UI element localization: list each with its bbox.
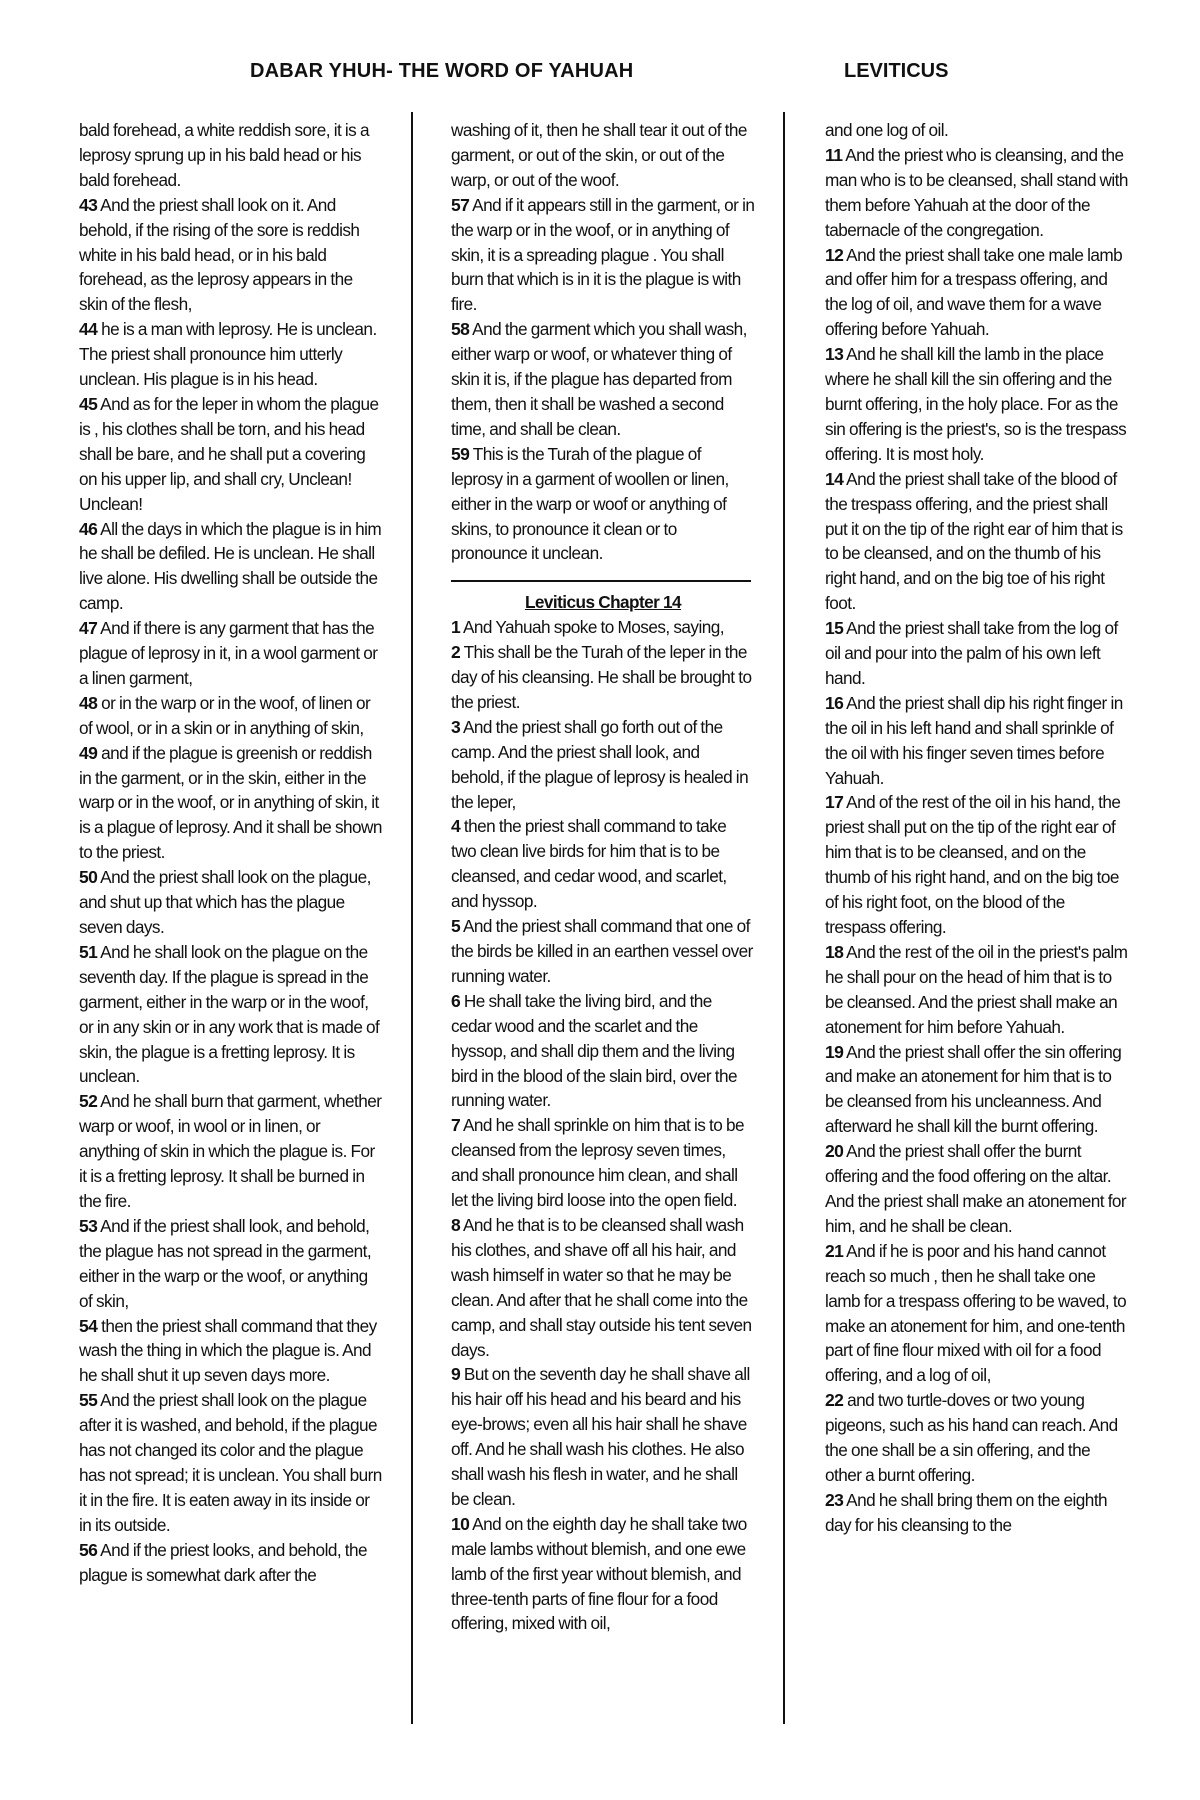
verse <box>79 517 383 617</box>
verse-text: washing of it, then he shall tear it out of the garment, or out of the skin, or out of the warp, or out of the woof. <box>451 120 747 190</box>
verse-text: And if the priest shall look, and behold, the plague has not spread in the garment, either in the warp or the woof, or anything of skin, <box>79 1215 372 1311</box>
verse <box>451 989 755 1114</box>
verse <box>451 118 755 193</box>
column-divider <box>783 112 785 1724</box>
verse <box>825 940 1129 1040</box>
verse-text: And he shall bring them on the eighth day for his cleansing to the <box>825 1489 1108 1535</box>
verse-text: And the priest shall command that one of the birds be killed in an earthen vessel over running water. <box>451 916 753 986</box>
verse-list <box>825 118 1129 1538</box>
verse-number: 56 <box>79 1539 98 1560</box>
verse <box>451 615 755 640</box>
verse <box>79 1089 383 1214</box>
verse-text: then the priest shall command to take two clean live birds for him that is to be cleansed, and cedar wood, and scarlet, and hyssop. <box>451 816 727 912</box>
verse <box>79 865 383 940</box>
verse-number: 17 <box>825 792 844 813</box>
verse-text: he is a man with leprosy. He is unclean. The priest shall pronounce him utterly unclean. His plague is in his head. <box>79 319 377 390</box>
verse-number: 45 <box>79 393 98 414</box>
verse-text: And he shall sprinkle on him that is to be cleansed from the leprosy seven times, and shall pronounce him clean, and shall let the living bird loose into the open field. <box>451 1115 744 1211</box>
verse-number: 44 <box>79 319 98 340</box>
verse-number: 15 <box>825 618 844 639</box>
verse <box>825 342 1129 467</box>
verse-number: 22 <box>825 1390 844 1411</box>
verse-text: And if he is poor and his hand cannot reach so much , then he shall take one lamb for a trespass offering to be waved, to make an atonement for him, and one-tenth part of fine flour mixed with oil for a food offering, and a log of oil, <box>825 1240 1127 1386</box>
verse-text: And the priest who is cleansing, and the man who is to be cleansed, shall stand with them before Yahuah at the door of the tabernacle of the congregation. <box>825 144 1128 240</box>
verse <box>825 243 1129 343</box>
verse-number: 1 <box>451 617 461 638</box>
verse <box>825 691 1129 791</box>
verse-number: 53 <box>79 1215 98 1236</box>
verse <box>79 741 383 866</box>
verse-text: And Yahuah spoke to Moses, saying, <box>462 617 724 638</box>
verse-text: And the priest shall go forth out of the camp. And the priest shall look, and behold, if the plague of leprosy is healed in the leper, <box>451 716 749 812</box>
verse <box>79 1214 383 1314</box>
verse-text: And the rest of the oil in the priest's palm he shall pour on the head of him that is to be cleansed. And the priest shall make an atonement for him before Yahuah. <box>825 941 1128 1037</box>
verse-text: and if the plague is greenish or reddish in the garment, or in the skin, either in the warp or in the woof, or in anything of skin, it is a plague of leprosy. And it shall be shown to the priest. <box>79 742 382 863</box>
page-title: DABAR YHUH- THE WORD OF YAHUAH <box>250 60 634 82</box>
verse-text: All the days in which the plague is in him he shall be defiled. He is unclean. He shall live alone. His dwelling shall be outside the camp. <box>79 518 382 614</box>
verse-text: And the priest shall take of the blood of the trespass offering, and the priest shall put it on the tip of the right ear of him that is to be cleansed, and on the thumb of his right hand, and on the big toe of his right foot. <box>825 468 1123 614</box>
verse <box>451 814 755 914</box>
verse-number: 5 <box>451 916 461 937</box>
verse <box>79 940 383 1089</box>
verse-text: And if the priest looks, and behold, the plague is somewhat dark after the <box>79 1539 368 1585</box>
verse-number: 16 <box>825 692 844 713</box>
verse-text: then the priest shall command that they wash the thing in which the plague is. And he shall shut it up seven days more. <box>79 1315 377 1386</box>
verse <box>451 640 755 715</box>
verse <box>451 1213 755 1362</box>
verse <box>79 1388 383 1537</box>
verse-text: This is the Turah of the plague of leprosy in a garment of woollen or linen, either in the warp or woof or anything of skins, to pronounce it clean or to pronounce it unclean. <box>451 443 729 564</box>
verse <box>451 1113 755 1213</box>
verse-text: This shall be the Turah of the leper in the day of his cleansing. He shall be brought to the priest. <box>451 642 752 712</box>
verse-number: 11 <box>825 144 843 165</box>
verse <box>451 193 755 318</box>
verse-number: 50 <box>79 867 98 888</box>
verse-list <box>79 118 383 1587</box>
verse-number: 52 <box>79 1091 98 1112</box>
verse-text: And the priest shall look on the plague, and shut up that which has the plague seven days. <box>79 867 371 937</box>
verse-number: 14 <box>825 468 844 489</box>
verse-number: 51 <box>79 941 98 962</box>
verse-number: 10 <box>451 1513 470 1534</box>
verse-text: And if there is any garment that has the plague of leprosy in it, in a wool garment or a linen garment, <box>79 618 378 688</box>
verse <box>79 1314 383 1389</box>
verse-text: And the priest shall look on the plague after it is washed, and behold, if the plague has not changed its color and the plague has not spread; it is unclean. You shall burn it in the fire. It is eaten away in its inside or in its outside. <box>79 1390 382 1535</box>
column-divider <box>411 112 413 1724</box>
verse <box>79 118 383 193</box>
verse-number: 48 <box>79 692 98 713</box>
verse-text: And he shall burn that garment, whether warp or woof, in wool or in linen, or anything of skin in which the plague is. For it is a fretting leprosy. It shall be burned in the fire. <box>79 1091 382 1211</box>
verse-number: 54 <box>79 1315 98 1336</box>
verse-list <box>451 118 755 566</box>
verse <box>79 616 383 691</box>
verse-number: 9 <box>451 1364 461 1385</box>
verse-number: 46 <box>79 518 98 539</box>
verse <box>825 118 1129 143</box>
verse <box>451 715 755 815</box>
verse <box>451 1512 755 1637</box>
verse-number: 58 <box>451 319 470 340</box>
verse <box>79 317 383 392</box>
verse-number: 18 <box>825 941 844 962</box>
verse <box>825 1388 1129 1488</box>
verse-text: And as for the leper in whom the plague is , his clothes shall be torn, and his head shall be bare, and he shall put a covering on his upper lip, and shall cry, Unclean! Unclean! <box>79 393 379 514</box>
text-column-3 <box>825 118 1129 1538</box>
verse-number: 20 <box>825 1141 844 1162</box>
verse <box>451 442 755 567</box>
verse-number: 19 <box>825 1041 844 1062</box>
verse-number: 12 <box>825 244 844 265</box>
verse-number: 49 <box>79 742 98 763</box>
verse-number: 4 <box>451 816 461 837</box>
verse <box>79 392 383 517</box>
verse <box>451 914 755 989</box>
verse <box>825 467 1129 616</box>
chapter-heading: Leviticus Chapter 14 <box>524 592 682 613</box>
verse-text: But on the seventh day he shall shave all his hair off his head and his beard and his eye-brows; even all his hair shall he shave off. And he shall wash his clothes. He also shall wash his flesh in water, and he shall be clean. <box>451 1364 750 1509</box>
verse-text: And the priest shall take one male lamb and offer him for a trespass offering, and the log of oil, and wave them for a wave offering before Yahuah. <box>825 244 1123 340</box>
verse <box>825 1139 1129 1239</box>
book-name: LEVITICUS <box>844 60 949 82</box>
verse-number: 47 <box>79 618 98 639</box>
verse <box>825 143 1129 243</box>
verse-number: 3 <box>451 716 461 737</box>
verse-number: 55 <box>79 1390 98 1411</box>
verse-text: And the priest shall offer the sin offering and make an atonement for him that is to be cleansed from his uncleanness. And afterward he shall kill the burnt offering. <box>825 1041 1122 1137</box>
verse-text: And on the eighth day he shall take two male lambs without blemish, and one ewe lamb of the first year without blemish, and three-tenth parts of fine flour for a food offering, mixed with oil, <box>451 1513 747 1634</box>
verse <box>825 616 1129 691</box>
verse-number: 21 <box>825 1240 844 1261</box>
verse <box>825 1239 1129 1388</box>
text-column-1 <box>79 118 383 1587</box>
verse-text: And he that is to be cleansed shall wash his clothes, and shave off all his hair, and wash himself in water so that he may be clean. And after that he shall come into the camp, and shall stay outside his tent seven days. <box>451 1214 752 1360</box>
verse-text: And the priest shall look on it. And behold, if the rising of the sore is reddish white in his bald head, or in his bald forehead, as the leprosy appears in the skin of the flesh, <box>79 194 360 315</box>
verse-text: bald forehead, a white reddish sore, it is a leprosy sprung up in his bald head or his bald forehead. <box>79 120 369 190</box>
verse-text: He shall take the living bird, and the cedar wood and the scarlet and the hyssop, and shall dip them and the living bird in the blood of the slain bird, over the running water. <box>451 990 738 1111</box>
verse-text: or in the warp or in the woof, of linen or of wool, or in a skin or in anything of skin, <box>79 692 371 738</box>
verse-text: And if it appears still in the garment, or in the warp or in the woof, or in anything of skin, it is a spreading plague . You shall burn that which is in it is the plague is with fire. <box>451 194 755 315</box>
verse-number: 2 <box>451 642 461 663</box>
verse-number: 59 <box>451 443 470 464</box>
verse-number: 13 <box>825 344 844 365</box>
verse-text: And he shall look on the plague on the seventh day. If the plague is spread in the garment, either in the warp or in the woof, or in any skin or in any work that is made of skin, the plague is a fretting leprosy. It is unclean. <box>79 941 380 1087</box>
verse-list <box>451 615 755 1636</box>
verse <box>451 1362 755 1511</box>
verse <box>79 193 383 318</box>
verse-text: And of the rest of the oil in his hand, the priest shall put on the tip of the right ear of him that is to be cleansed, and on the thumb of his right hand, and on the big toe of his right foot, on the blood of the trespass offering. <box>825 792 1121 937</box>
verse <box>79 1538 383 1588</box>
verse-text: And the priest shall take from the log of oil and pour into the palm of his own left hand. <box>825 618 1118 688</box>
verse-number: 7 <box>451 1115 461 1136</box>
verse <box>79 691 383 741</box>
verse-text: and one log of oil. <box>825 120 949 140</box>
verse-text: And the priest shall dip his right finger in the oil in his left hand and shall sprinkle of the oil with his finger seven times before Yahuah. <box>825 692 1123 788</box>
verse-number: 8 <box>451 1214 461 1235</box>
verse-number: 43 <box>79 194 98 215</box>
chapter-divider <box>451 580 751 582</box>
verse-text: And the garment which you shall wash, either warp or woof, or whatever thing of skin it is, if the plague has departed from them, then it shall be washed a second time, and shall be clean. <box>451 319 747 439</box>
verse <box>825 1040 1129 1140</box>
verse-text: And the priest shall offer the burnt offering and the food offering on the altar. And the priest shall make an atonement for him, and he shall be clean. <box>825 1141 1127 1236</box>
verse <box>451 317 755 442</box>
verse <box>825 1488 1129 1538</box>
verse <box>825 790 1129 939</box>
verse-number: 23 <box>825 1489 844 1510</box>
page-header <box>0 60 1200 90</box>
verse-text: And he shall kill the lamb in the place where he shall kill the sin offering and the burnt offering, in the holy place. For as the sin offering is the priest's, so is the trespass offering. It is most holy. <box>825 344 1127 464</box>
verse-number: 57 <box>451 194 470 215</box>
verse-number: 6 <box>451 990 461 1011</box>
text-column-2 <box>451 118 755 1636</box>
verse-text: and two turtle-doves or two young pigeons, such as his hand can reach. And the one shall be a sin offering, and the other a burnt offering. <box>825 1390 1118 1485</box>
